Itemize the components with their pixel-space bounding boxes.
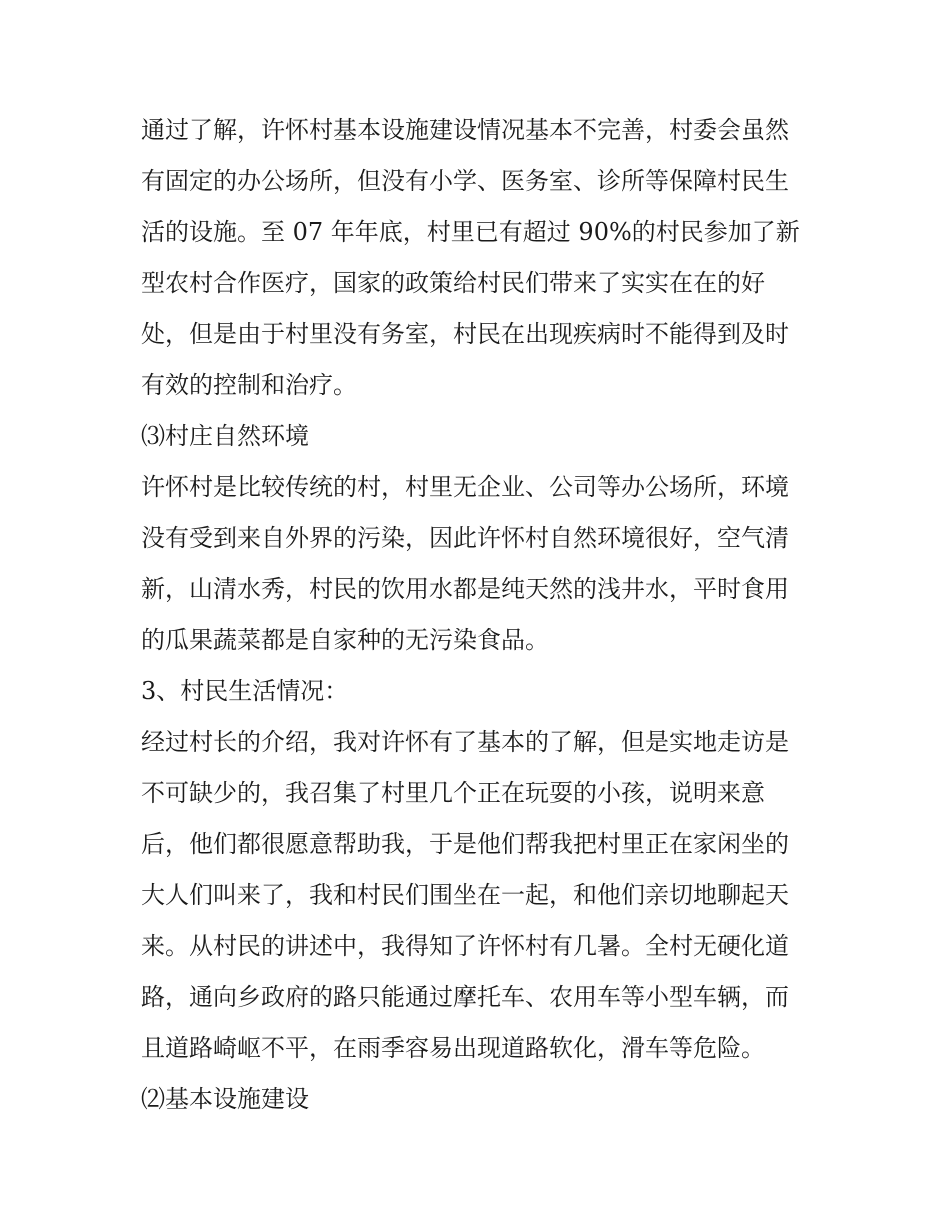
section-heading: ⑶村庄自然环境 [141,422,309,450]
text-line: 来。从村民的讲述中，我得知了许怀村有几暑。全村无硬化道 [141,932,789,960]
text-line: 许怀村是比较传统的村，村里无企业、公司等办公场所，环境 [141,473,789,501]
text-line: 有效的控制和治疗。 [141,371,357,399]
document-body [141,105,816,1125]
text-line: 大人们叫来了，我和村民们围坐在一起，和他们亲切地聊起天 [141,881,789,909]
text-line: 新，山清水秀，村民的饮用水都是纯天然的浅井水，平时食用 [141,575,789,603]
text-line: 的瓜果蔬菜都是自家种的无污染食品。 [141,626,549,654]
text-line: 后，他们都很愿意帮助我，于是他们帮我把村里正在家闲坐的 [141,830,789,858]
text-line: 通过了解，许怀村基本设施建设情况基本不完善，村委会虽然 [141,116,789,144]
text-line: 没有受到来自外界的污染，因此许怀村自然环境很好，空气清 [141,524,789,552]
section-heading: 3、村民生活情况： [141,677,349,705]
section-heading: ⑵基本设施建设 [141,1085,309,1113]
text-line: 型农村合作医疗，国家的政策给村民们带来了实实在在的好 [141,269,765,297]
text-line: 且道路崎岖不平，在雨季容易出现道路软化，滑车等危险。 [141,1034,765,1062]
text-line: 经过村长的介绍，我对许怀有了基本的了解，但是实地走访是 [141,728,789,756]
text-line: 路，通向乡政府的路只能通过摩托车、农用车等小型车辆，而 [141,983,789,1011]
text-line: 有固定的办公场所，但没有小学、医务室、诊所等保障村民生 [141,167,789,195]
text-line: 活的设施。至 07 年年底，村里已有超过 90%的村民参加了新 [141,218,800,246]
text-line: 不可缺少的，我召集了村里几个正在玩耍的小孩，说明来意 [141,779,765,807]
text-line: 处，但是由于村里没有务室，村民在出现疾病时不能得到及时 [141,320,789,348]
